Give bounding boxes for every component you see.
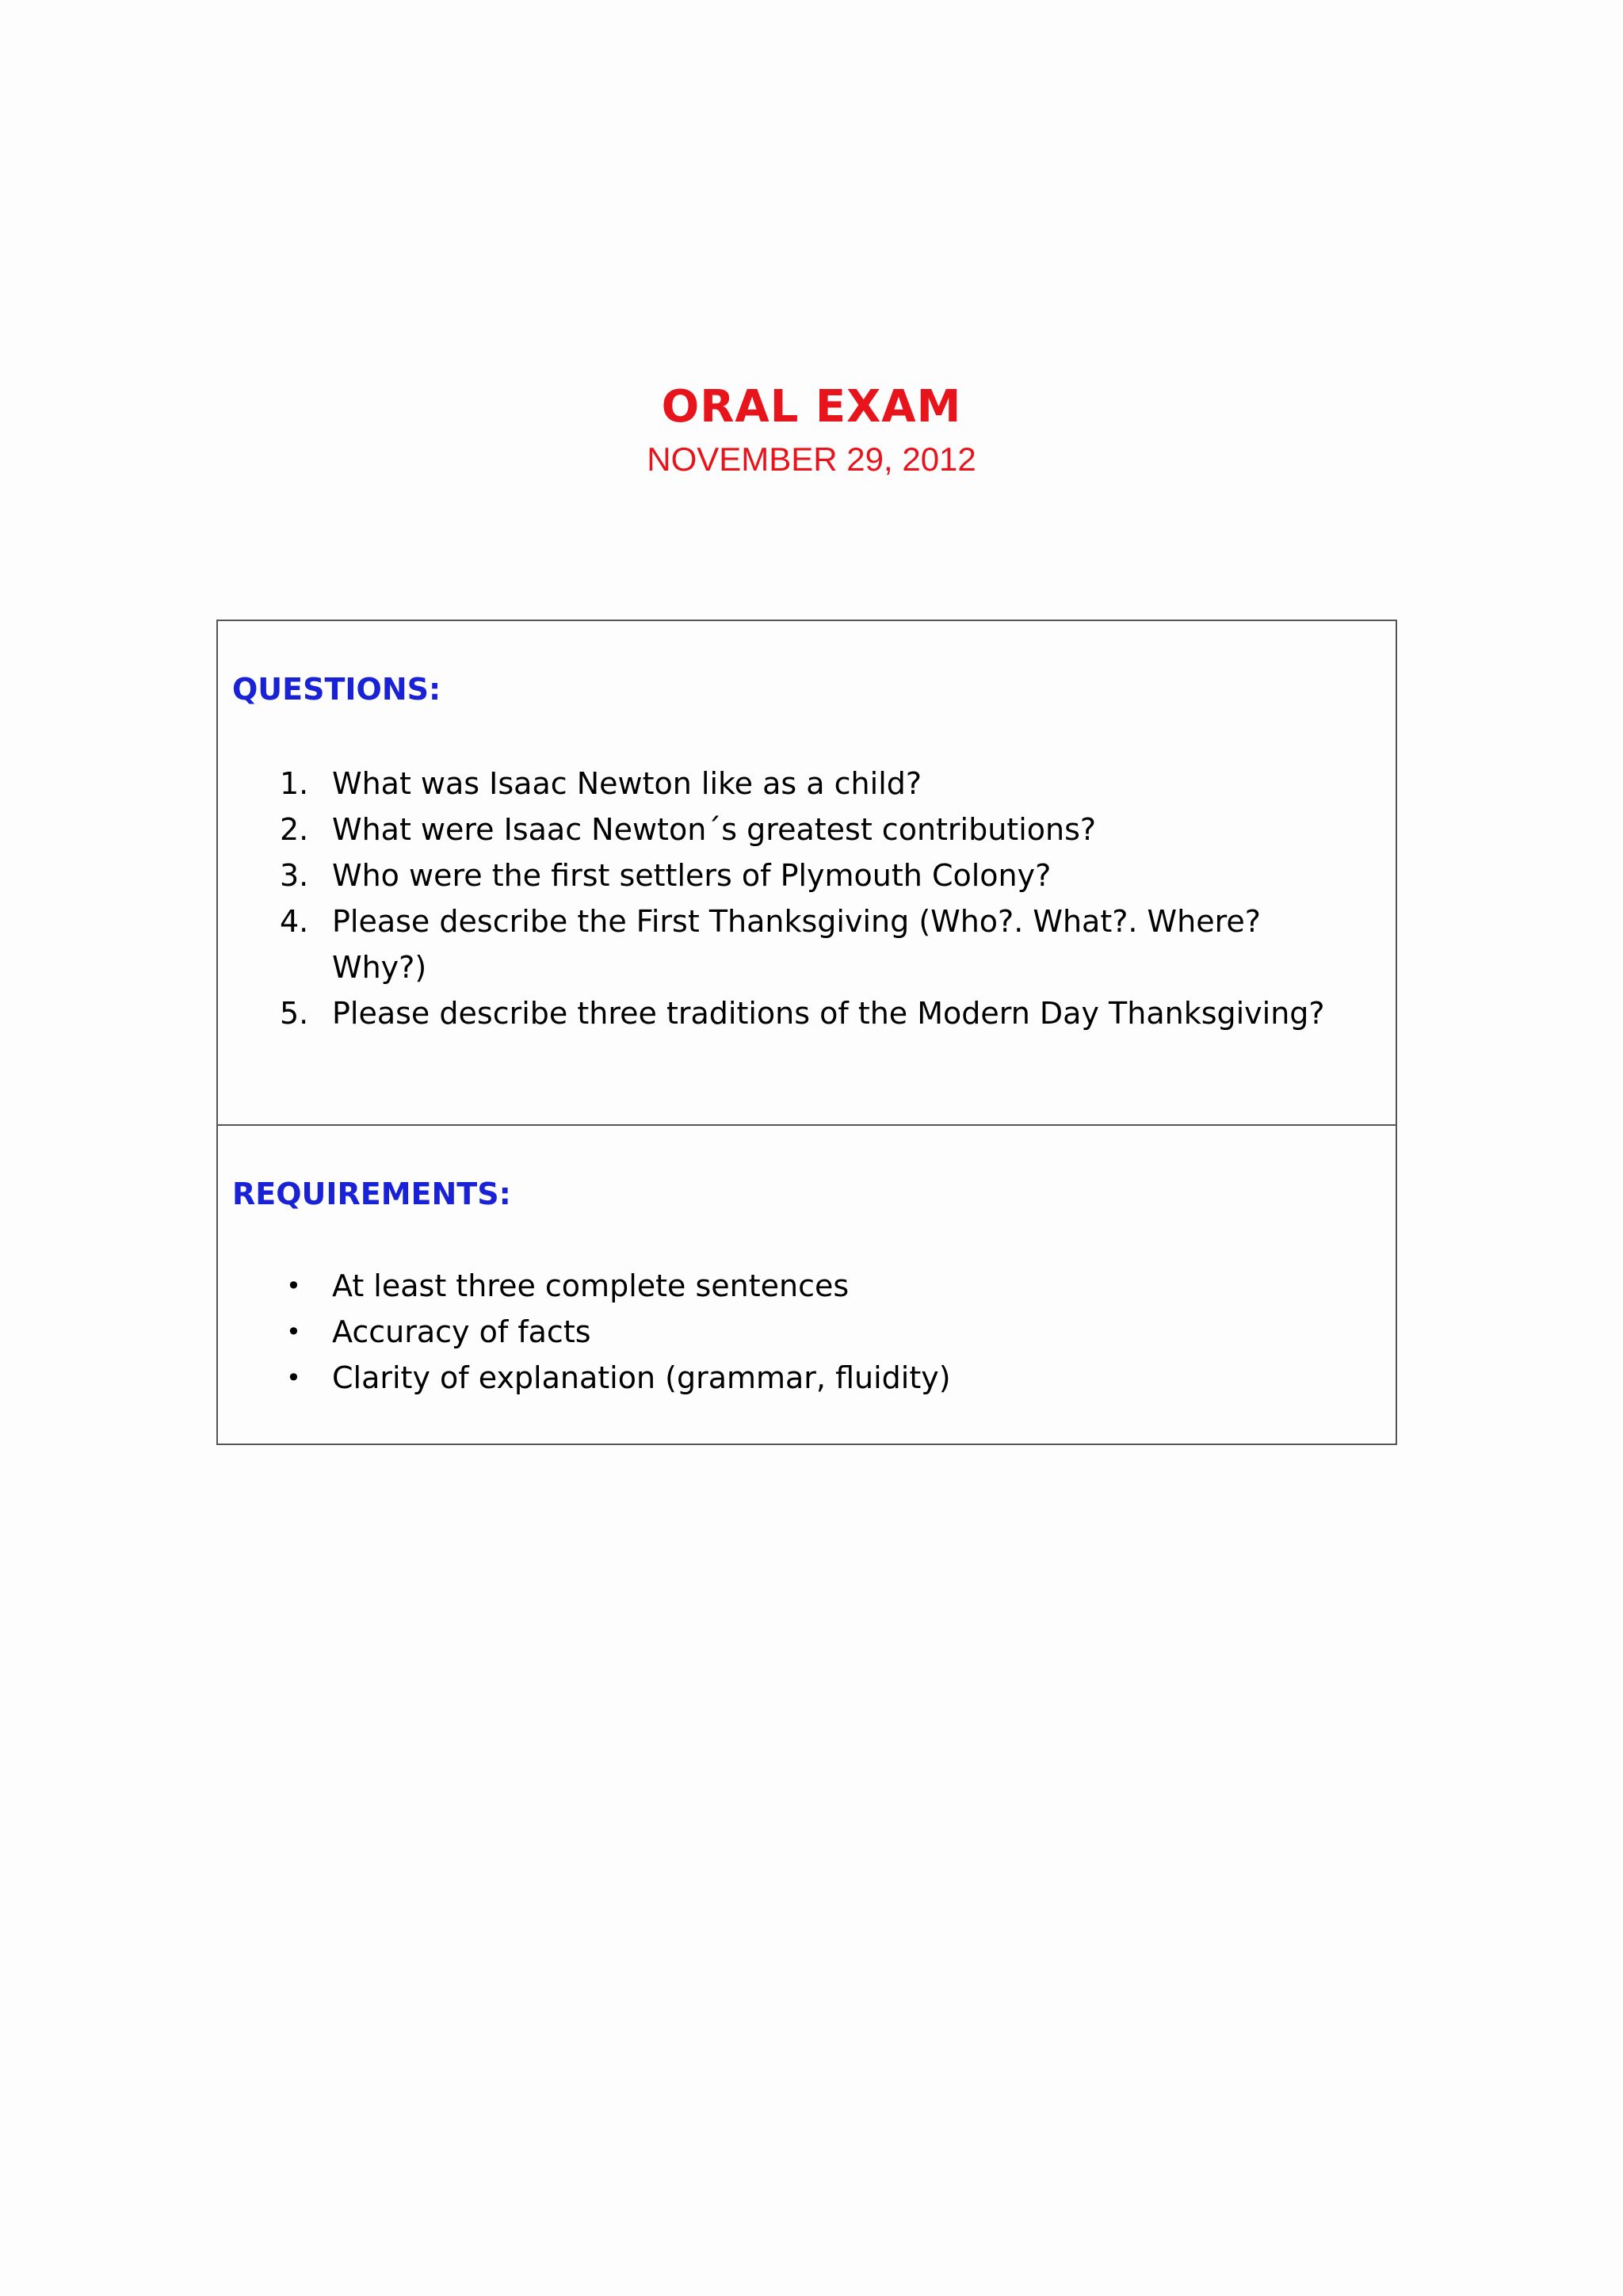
question-text: Please describe three traditions of the Modern Day Thanksgiving? — [332, 996, 1325, 1031]
requirement-text: Clarity of explanation (grammar, fluidity) — [332, 1360, 951, 1395]
list-number: 3. — [280, 858, 309, 893]
exam-date: NOVEMBER 29, 2012 — [647, 441, 976, 478]
requirements-list — [218, 1263, 1383, 1401]
list-item — [218, 761, 1383, 807]
bullet-icon: • — [286, 1317, 301, 1347]
list-number: 2. — [280, 812, 309, 847]
question-text: What were Isaac Newton´s greatest contributions? — [332, 812, 1097, 847]
list-item — [218, 1263, 1383, 1309]
exam-table — [216, 620, 1397, 1445]
question-text: Please describe the First Thanksgiving (Who?. What?. Where? Why?) — [332, 904, 1261, 985]
list-number: 1. — [280, 766, 309, 801]
questions-heading: QUESTIONS: — [232, 672, 441, 707]
requirements-heading: REQUIREMENTS: — [232, 1177, 511, 1211]
question-text: Who were the first settlers of Plymouth Colony? — [332, 858, 1052, 893]
list-item — [218, 1355, 1383, 1401]
section-divider — [218, 1124, 1396, 1126]
bullet-icon: • — [286, 1271, 301, 1301]
list-number: 4. — [280, 904, 309, 939]
list-item — [218, 990, 1383, 1036]
question-text: What was Isaac Newton like as a child? — [332, 766, 922, 801]
list-item — [218, 898, 1383, 990]
list-number: 5. — [280, 996, 309, 1031]
list-item — [218, 1309, 1383, 1355]
list-item — [218, 852, 1383, 898]
requirement-text: At least three complete sentences — [332, 1268, 850, 1303]
page-title: ORAL EXAM — [661, 381, 962, 433]
list-item — [218, 807, 1383, 852]
questions-list — [218, 761, 1383, 1036]
bullet-icon: • — [286, 1363, 301, 1393]
requirement-text: Accuracy of facts — [332, 1314, 591, 1349]
